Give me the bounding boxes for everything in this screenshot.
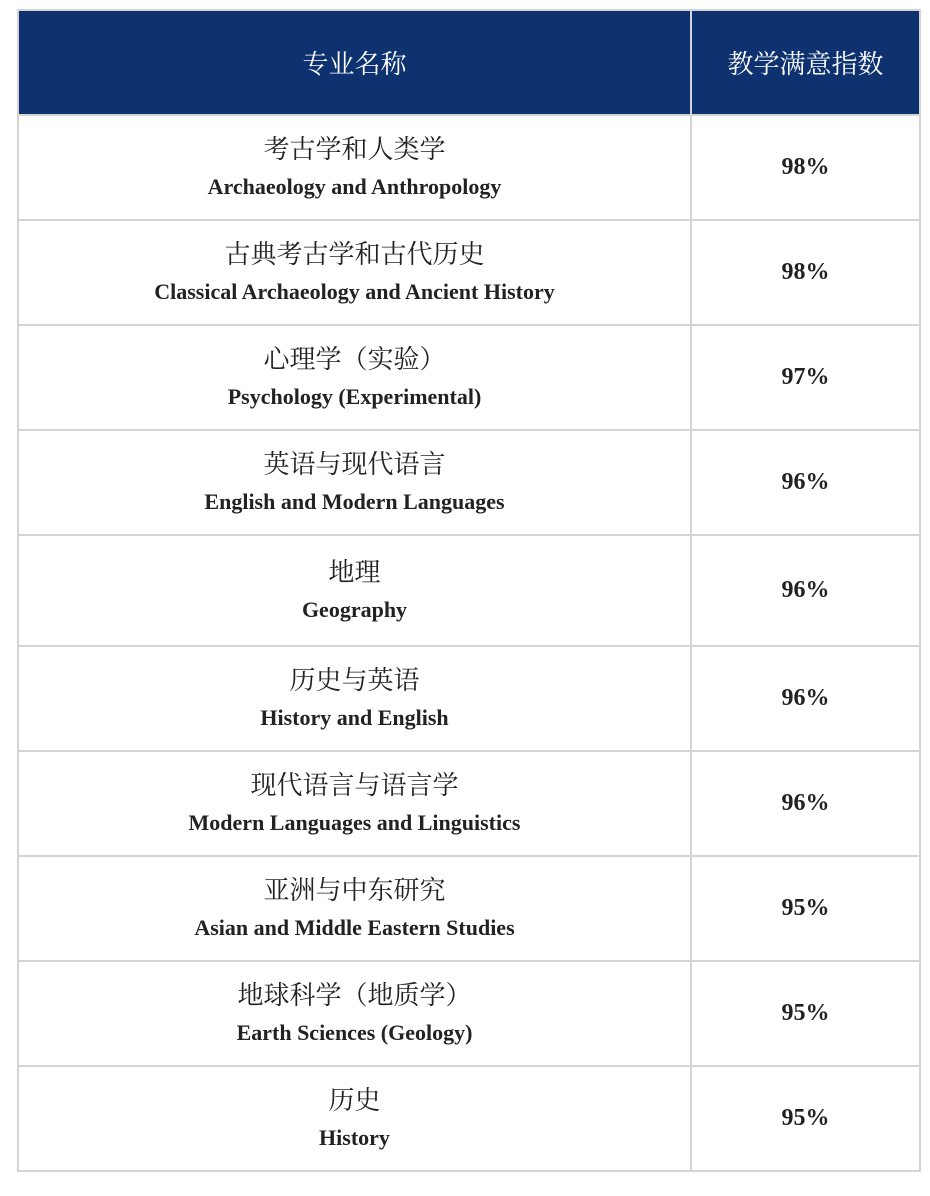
- satisfaction-table: [17, 9, 921, 1172]
- table-row: [18, 646, 920, 751]
- major-cell: [18, 535, 691, 646]
- major-name-en: Earth Sciences (Geology): [236, 1019, 473, 1045]
- major-name-cn: 英语与现代语言: [263, 449, 446, 480]
- table-row: [18, 856, 920, 961]
- satisfaction-score: 96%: [691, 646, 920, 751]
- major-cell: [18, 115, 691, 220]
- satisfaction-score: 96%: [691, 430, 920, 535]
- table-row: [18, 430, 920, 535]
- major-cell: [18, 856, 691, 961]
- table-row: [18, 961, 920, 1066]
- major-cell: [18, 220, 691, 325]
- major-name-en: Modern Languages and Linguistics: [188, 809, 521, 835]
- table-row: [18, 325, 920, 430]
- major-cell: [18, 751, 691, 856]
- major-name-cn: 考古学和人类学: [263, 134, 446, 165]
- satisfaction-score: 97%: [691, 325, 920, 430]
- satisfaction-score: 95%: [691, 961, 920, 1066]
- table-row: [18, 751, 920, 856]
- major-name-cn: 历史与英语: [289, 665, 420, 696]
- major-name-en: Psychology (Experimental): [227, 383, 482, 409]
- satisfaction-score: 96%: [691, 535, 920, 646]
- table-row: [18, 220, 920, 325]
- major-name-en: Classical Archaeology and Ancient History: [154, 278, 555, 304]
- header-major-name: 专业名称: [18, 10, 691, 115]
- major-name-cn: 古典考古学和古代历史: [224, 239, 485, 270]
- satisfaction-score: 98%: [691, 115, 920, 220]
- table-row: [18, 535, 920, 646]
- table-header-row: [18, 10, 920, 115]
- major-name-en: Archaeology and Anthropology: [207, 173, 502, 199]
- major-name-en: English and Modern Languages: [204, 488, 505, 514]
- major-cell: [18, 325, 691, 430]
- major-name-cn: 历史: [328, 1085, 381, 1116]
- major-name-en: Geography: [301, 596, 408, 622]
- major-name-en: Asian and Middle Eastern Studies: [194, 914, 515, 940]
- major-cell: [18, 430, 691, 535]
- major-cell: [18, 646, 691, 751]
- table-row: [18, 115, 920, 220]
- major-name-en: History and English: [260, 704, 449, 730]
- major-cell: [18, 1066, 691, 1171]
- major-cell: [18, 961, 691, 1066]
- major-name-cn: 地理: [328, 557, 381, 588]
- satisfaction-score: 96%: [691, 751, 920, 856]
- satisfaction-score: 95%: [691, 856, 920, 961]
- major-name-en: History: [319, 1124, 390, 1150]
- major-name-cn: 亚洲与中东研究: [263, 875, 446, 906]
- major-name-cn: 地球科学（地质学）: [237, 980, 472, 1011]
- satisfaction-score: 95%: [691, 1066, 920, 1171]
- satisfaction-score: 98%: [691, 220, 920, 325]
- header-satisfaction-index: 教学满意指数: [691, 10, 920, 115]
- major-name-cn: 现代语言与语言学: [250, 770, 459, 801]
- major-name-cn: 心理学（实验）: [263, 344, 446, 375]
- table-row: [18, 1066, 920, 1171]
